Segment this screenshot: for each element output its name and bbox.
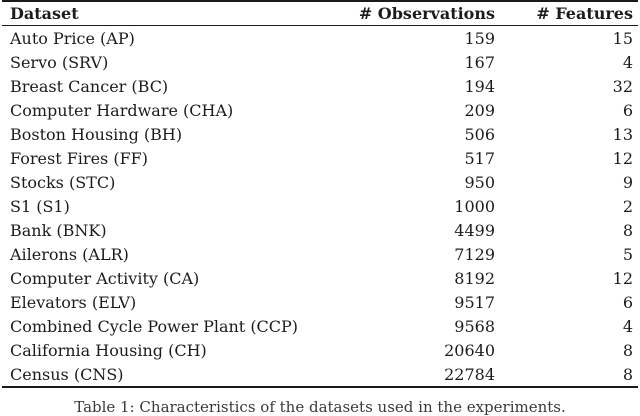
observations-cell: 167	[464, 52, 495, 72]
features-cell: 4	[622, 316, 633, 336]
observations-cell: 159	[464, 28, 495, 48]
table-header	[2, 1, 638, 26]
dataset-name-cell: Forest Fires (FF)	[10, 148, 149, 168]
features-cell: 6	[622, 100, 633, 120]
dataset-name-cell: Bank (BNK)	[10, 220, 107, 240]
dataset-name-cell: Ailerons (ALR)	[10, 244, 129, 264]
table-row	[2, 218, 638, 242]
column-header-dataset: Dataset	[2, 1, 347, 26]
dataset-name-cell: Elevators (ELV)	[10, 292, 137, 312]
observations-cell: 4499	[454, 220, 495, 240]
table-row	[2, 266, 638, 290]
datasets-table	[2, 0, 638, 388]
table-row	[2, 314, 638, 338]
dataset-name-cell: Computer Hardware (CHA)	[10, 100, 234, 120]
dataset-name-cell: Census (CNS)	[2, 362, 347, 387]
header-row	[2, 1, 638, 26]
features-cell: 8	[622, 220, 633, 240]
column-header-observations: # Observations	[347, 1, 495, 26]
observations-cell: 1000	[454, 196, 495, 216]
features-cell: 13	[612, 124, 633, 144]
dataset-name-cell: Computer Activity (CA)	[10, 268, 200, 288]
column-header-features: # Features	[495, 1, 638, 26]
observations-cell: 8192	[454, 268, 495, 288]
table-row	[2, 122, 638, 146]
dataset-name-cell: Servo (SRV)	[10, 52, 109, 72]
dataset-name-cell: Auto Price (AP)	[10, 28, 135, 48]
features-cell: 4	[622, 52, 633, 72]
dataset-name-cell: Breast Cancer (BC)	[10, 76, 169, 96]
table-row	[2, 194, 638, 218]
table-row	[2, 338, 638, 362]
dataset-name-cell: S1 (S1)	[10, 196, 70, 216]
table-body	[2, 26, 638, 388]
features-cell: 9	[622, 172, 633, 192]
table-row	[2, 50, 638, 74]
features-cell: 32	[612, 76, 633, 96]
dataset-name-cell: Boston Housing (BH)	[10, 124, 183, 144]
observations-cell: 9517	[454, 292, 495, 312]
observations-cell: 20640	[444, 340, 495, 360]
table-row	[2, 74, 638, 98]
table-row	[2, 362, 638, 387]
features-cell: 15	[612, 28, 633, 48]
features-cell: 6	[622, 292, 633, 312]
observations-cell: 950	[464, 172, 495, 192]
features-cell: 8	[622, 340, 633, 360]
observations-cell: 9568	[454, 316, 495, 336]
dataset-name-cell: Stocks (STC)	[10, 172, 116, 192]
dataset-name-cell: California Housing (CH)	[10, 340, 207, 360]
features-cell: 2	[622, 196, 633, 216]
observations-cell: 7129	[454, 244, 495, 264]
observations-cell: 209	[464, 100, 495, 120]
observations-cell: 22784	[347, 362, 495, 387]
table-row	[2, 170, 638, 194]
observations-cell: 194	[464, 76, 495, 96]
observations-cell: 517	[464, 148, 495, 168]
table-row	[2, 242, 638, 266]
features-cell: 8	[495, 362, 638, 387]
table-row	[2, 26, 638, 51]
features-cell: 5	[622, 244, 633, 264]
features-cell: 12	[612, 268, 633, 288]
table-row	[2, 146, 638, 170]
table-row	[2, 98, 638, 122]
dataset-name-cell: Combined Cycle Power Plant (CCP)	[10, 316, 299, 336]
table-row	[2, 290, 638, 314]
features-cell: 12	[612, 148, 633, 168]
observations-cell: 506	[464, 124, 495, 144]
table-caption: Table 1: Characteristics of the datasets used in the experiments.	[74, 398, 566, 416]
